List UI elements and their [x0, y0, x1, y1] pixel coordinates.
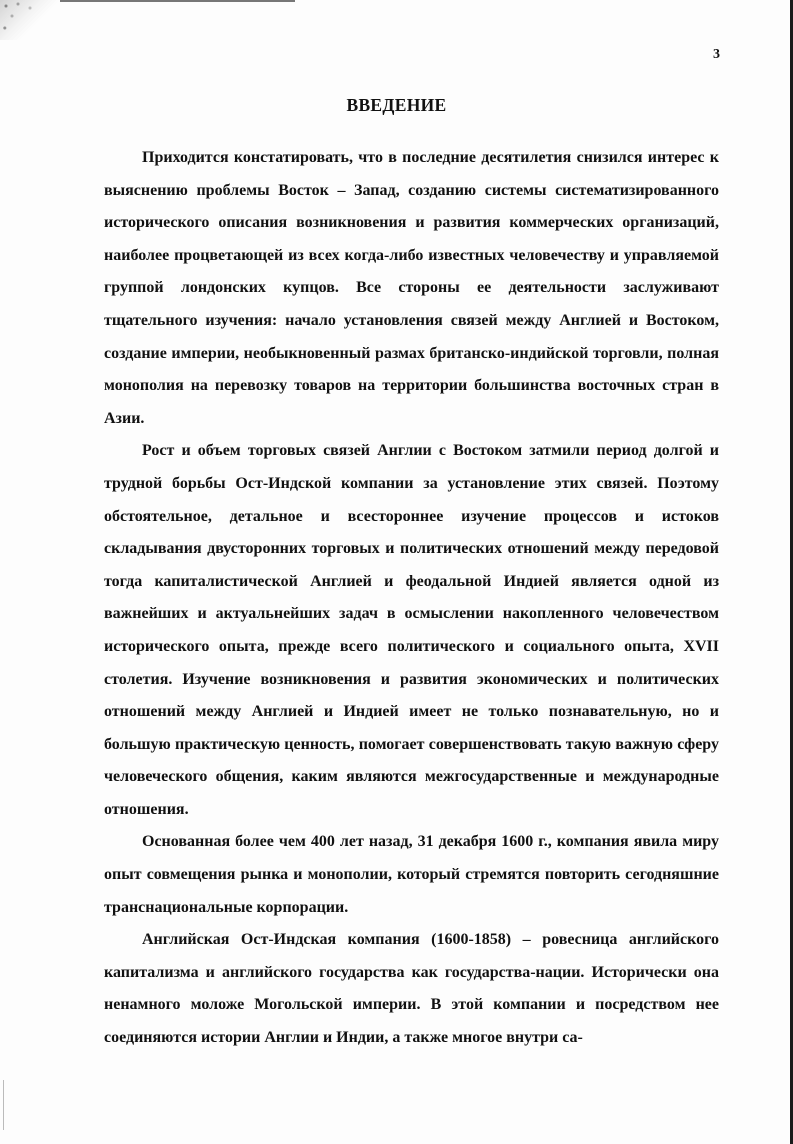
- page-number: 3: [713, 47, 720, 62]
- paragraph-2: Рост и объем торговых связей Англии с Востоком затмили период долгой и трудной борьбы Ост-Индской компании за установление этих связей. Поэтому обстоятельное, детальное и всестороннее изучение процессов и истоков складывания двусторонних торговых и политических отношений между передовой тогда капиталистической Англией и феодальной Индией является одной из важнейших и актуальнейших задач в осмыслении накопленного человечеством исторического опыта, прежде всего политического и социального опыта, XVII столетия. Изучение возникновения и развития экономических и политических отношений между Англией и Индией имеет не только познавательную, но и большую практическую ценность, помогает совершенствовать такую важную сферу человеческого общения, каким являются межгосударственные и международные отношения.: [104, 442, 719, 818]
- scan-artifact-corner: [0, 0, 60, 40]
- scan-artifact-left-mark: [3, 1080, 4, 1130]
- paragraph-4: Английская Ост-Индская компания (1600-1858) – ровесница английского капитализма и английского государства как государства-нации. Исторически она ненамного моложе Могольской империи. В этой компании и посредством нее соединяются истории Англии и Индии, а также многое внутри са-: [104, 931, 719, 1047]
- paragraph-3: Основанная более чем 400 лет назад, 31 декабря 1600 г., компания явила миру опыт совмещения рынка и монополии, который стремятся повторить сегодняшние транснациональные корпорации.: [104, 833, 719, 916]
- section-heading: ВВЕДЕНИЕ: [346, 95, 447, 115]
- scan-artifact-top-edge: [60, 0, 295, 2]
- body-text: [104, 142, 719, 1055]
- paragraph-1: Приходится констатировать, что в последние десятилетия снизился интерес к выяснению проблемы Восток – Запад, созданию системы систематизированного исторического описания возникновения и развития коммерческих организаций, наиболее процветающей из всех когда-либо известных человечеству и управляемой группой лондонских купцов. Все стороны ее деятельности заслуживают тщательного изучения: начало установления связей между Англией и Востоком, создание империи, необыкновенный размах британско-индийской торговли, полная монополия на перевозку товаров на территории большинства восточных стран в Азии.: [104, 149, 719, 427]
